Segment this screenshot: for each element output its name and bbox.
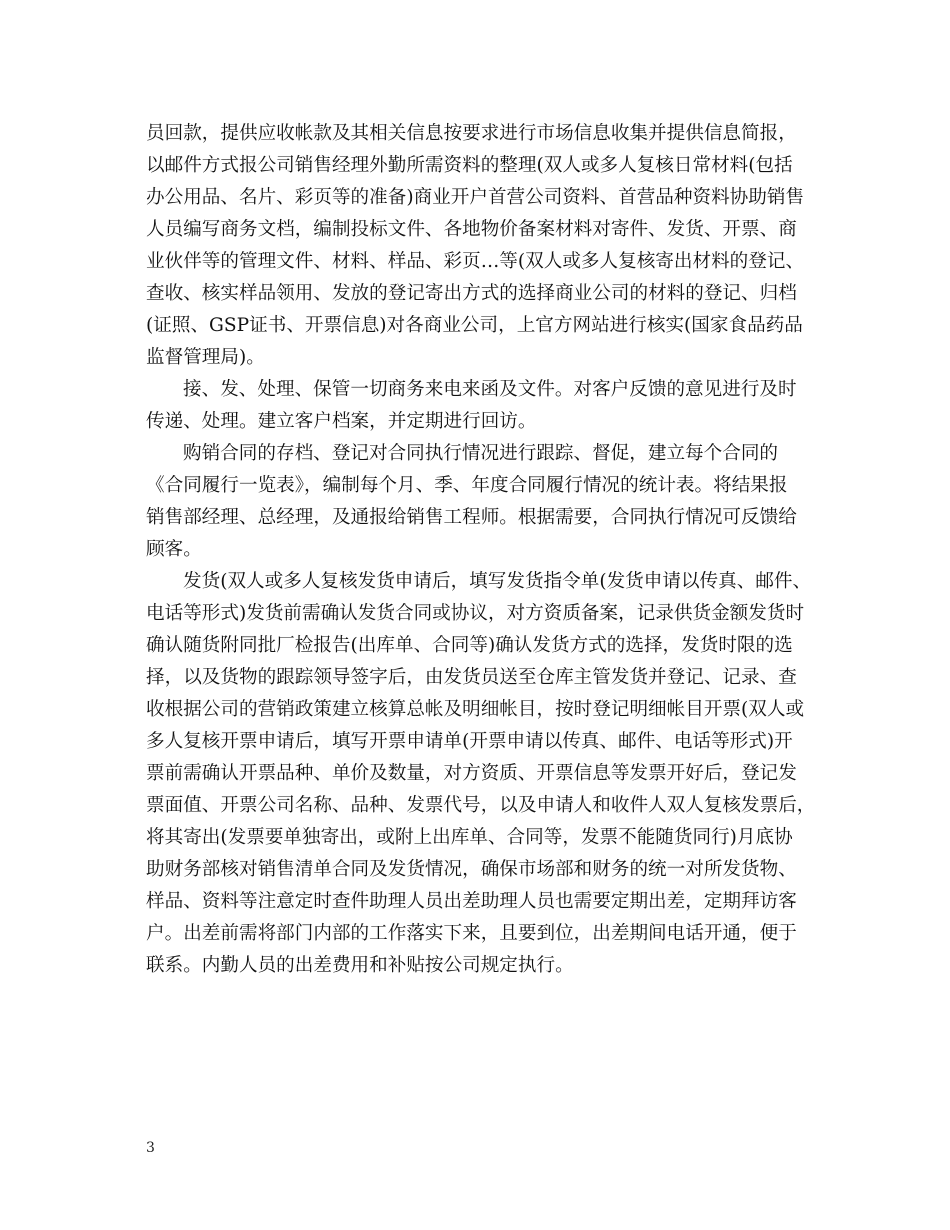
- text-line: 以邮件方式报公司销售经理外勤所需资料的整理(双人或多人复核日常材料(包括: [146, 155, 793, 176]
- text-line: 查收、核实样品领用、发放的登记寄出方式的选择商业公司的材料的登记、归档: [146, 283, 797, 304]
- text-line: (证照、GSP证书、开票信息)对各商业公司，上官方网站进行核实(国家食品药品: [146, 315, 803, 336]
- text-line: 购销合同的存档、登记对合同执行情况进行跟踪、督促，建立每个合同的: [183, 443, 779, 464]
- text-line: 票前需确认开票品种、单价及数量，对方资质、开票信息等发票开好后，登记发: [146, 763, 797, 784]
- paragraph-2: [146, 374, 826, 438]
- text-line: 业伙伴等的管理文件、材料、样品、彩页…等(双人或多人复核寄出材料的登记、: [146, 251, 805, 272]
- text-line: 多人复核开票申请后，填写开票申请单(开票申请以传真、邮件、电话等形式)开: [146, 731, 793, 752]
- text-line: 确认随货附同批厂检报告(出库单、合同等)确认发货方式的选择，发货时限的选: [146, 635, 793, 656]
- paragraph-4: [146, 566, 826, 982]
- text-line: 助财务部核对销售清单合同及发货情况，确保市场部和财务的统一对所发货物、: [146, 859, 797, 880]
- paragraph-3: [146, 438, 826, 566]
- text-line: 联系。内勤人员的出差费用和补贴按公司规定执行。: [146, 955, 574, 976]
- text-line: 员回款，提供应收帐款及其相关信息按要求进行市场信息收集并提供信息简报，: [146, 123, 797, 144]
- text-line: 《合同履行一览表》，编制每个月、季、年度合同履行情况的统计表。将结果报: [146, 475, 788, 496]
- text-line: 顾客。: [146, 539, 202, 560]
- text-line: 办公用品、名片、彩页等的准备)商业开户首营公司资料、首营品种资料协助销售: [146, 187, 805, 208]
- text-line: 择，以及货物的跟踪领导签字后，由发货员送至仓库主管发货并登记、记录、查: [146, 667, 797, 688]
- text-line: 户。出差前需将部门内部的工作落实下来，且要到位，出差期间电话开通，便于: [146, 923, 797, 944]
- text-line: 发货(双人或多人复核发货申请后，填写发货指令单(发货申请以传真、邮件、: [183, 571, 812, 592]
- paragraph-1: [146, 118, 826, 374]
- text-line: 票面值、开票公司名称、品种、发票代号，以及申请人和收件人双人复核发票后，: [146, 795, 816, 816]
- page-body: [146, 118, 826, 982]
- text-line: 收根据公司的营销政策建立核算总帐及明细帐目，按时登记明细帐目开票(双人或: [146, 699, 805, 720]
- text-line: 电话等形式)发货前需确认发货合同或协议，对方资质备案，记录供货金额发货时: [146, 603, 805, 624]
- page-number: 3: [146, 1140, 155, 1156]
- text-line: 传递、处理。建立客户档案，并定期进行回访。: [146, 411, 537, 432]
- text-line: 销售部经理、总经理，及通报给销售工程师。根据需要，合同执行情况可反馈给: [146, 507, 797, 528]
- text-line: 样品、资料等注意定时查件助理人员出差助理人员也需要定期出差，定期拜访客: [146, 891, 797, 912]
- text-line: 将其寄出(发票要单独寄出，或附上出库单、合同等，发票不能随货同行)月底协: [146, 827, 793, 848]
- text-line: 接、发、处理、保管一切商务来电来函及文件。对客户反馈的意见进行及时: [183, 379, 797, 400]
- text-line: 人员编写商务文档，编制投标文件、各地物价备案材料对寄件、发货、开票、商: [146, 219, 797, 240]
- text-line: 监督管理局)。: [146, 347, 265, 368]
